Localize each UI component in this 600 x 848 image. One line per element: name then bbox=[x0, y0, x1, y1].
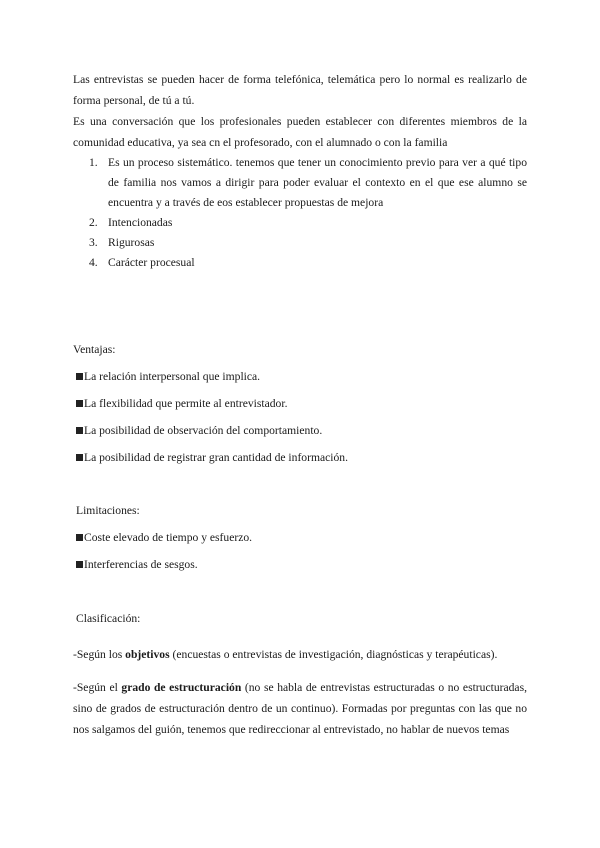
square-bullet-icon bbox=[76, 400, 83, 407]
square-bullet-icon bbox=[76, 373, 83, 380]
list-item-text: La posibilidad de registrar gran cantidad de información. bbox=[84, 451, 348, 464]
bold-term: grado de estructuración bbox=[121, 681, 242, 694]
list-number: 3. bbox=[89, 236, 98, 249]
list-number: 1. bbox=[89, 156, 98, 169]
list-item bbox=[76, 397, 287, 410]
list-item bbox=[76, 370, 260, 383]
list-item-text: Interferencias de sesgos. bbox=[84, 558, 198, 571]
intro-paragraph-2: Es una conversación que los profesionales pueden establecer con diferentes miembros de la comunidad educativa, ya sea cn el profesorado, con el alumnado o con la familia bbox=[73, 115, 527, 149]
bold-term: objetivos bbox=[125, 648, 170, 661]
list-item-text: La flexibilidad que permite al entrevistador. bbox=[84, 397, 288, 410]
list-number: 2. bbox=[89, 216, 98, 229]
list-item-text: Es un proceso sistemático. tenemos que tener un conocimiento previo para ver a qué tipo de familia nos vamos a dirigir para poder evaluar el contexto en el que ese alumno se encuentra y a través de eos establecer propuestas de mejora bbox=[108, 156, 527, 209]
square-bullet-icon bbox=[76, 561, 83, 568]
ventajas-heading: Ventajas: bbox=[73, 343, 116, 356]
intro-paragraph-1: Las entrevistas se pueden hacer de forma telefónica, telemática pero lo normal es realizarlo de forma personal, de tú a tú. bbox=[73, 73, 527, 107]
text-segment: (no se habla de entrevistas estructuradas o no estructuradas, sino de grados de estructuración dentro de un continuo). Formadas por preguntas con las que no nos salgamos del guión, tenemos que redireccionar al entrevistado, no hablar de nuevos temas bbox=[73, 681, 527, 736]
clasificacion-objetivos bbox=[73, 644, 527, 665]
text-segment: -Según los bbox=[73, 648, 126, 661]
list-item bbox=[89, 253, 527, 273]
list-item bbox=[76, 558, 198, 571]
list-item-text: Rigurosas bbox=[108, 236, 155, 249]
list-item-text: La relación interpersonal que implica. bbox=[84, 370, 261, 383]
text-segment: -Según el bbox=[73, 681, 122, 694]
text-segment: (encuestas o entrevistas de investigación, diagnósticas y terapéuticas). bbox=[169, 648, 498, 661]
list-item bbox=[76, 451, 348, 464]
list-item-text: Coste elevado de tiempo y esfuerzo. bbox=[84, 531, 253, 544]
characteristics-list bbox=[89, 153, 527, 273]
list-number: 4. bbox=[89, 256, 98, 269]
list-item bbox=[89, 233, 527, 253]
list-item-text: La posibilidad de observación del comportamiento. bbox=[84, 424, 323, 437]
square-bullet-icon bbox=[76, 427, 83, 434]
list-item bbox=[89, 213, 527, 233]
clasificacion-heading: Clasificación: bbox=[76, 612, 141, 625]
list-item bbox=[76, 531, 252, 544]
list-item-text: Carácter procesual bbox=[108, 256, 195, 269]
square-bullet-icon bbox=[76, 454, 83, 461]
square-bullet-icon bbox=[76, 534, 83, 541]
list-item bbox=[89, 153, 527, 213]
list-item-text: Intencionadas bbox=[108, 216, 173, 229]
list-item bbox=[76, 424, 322, 437]
limitaciones-heading: Limitaciones: bbox=[76, 504, 140, 517]
clasificacion-grado bbox=[73, 677, 527, 740]
